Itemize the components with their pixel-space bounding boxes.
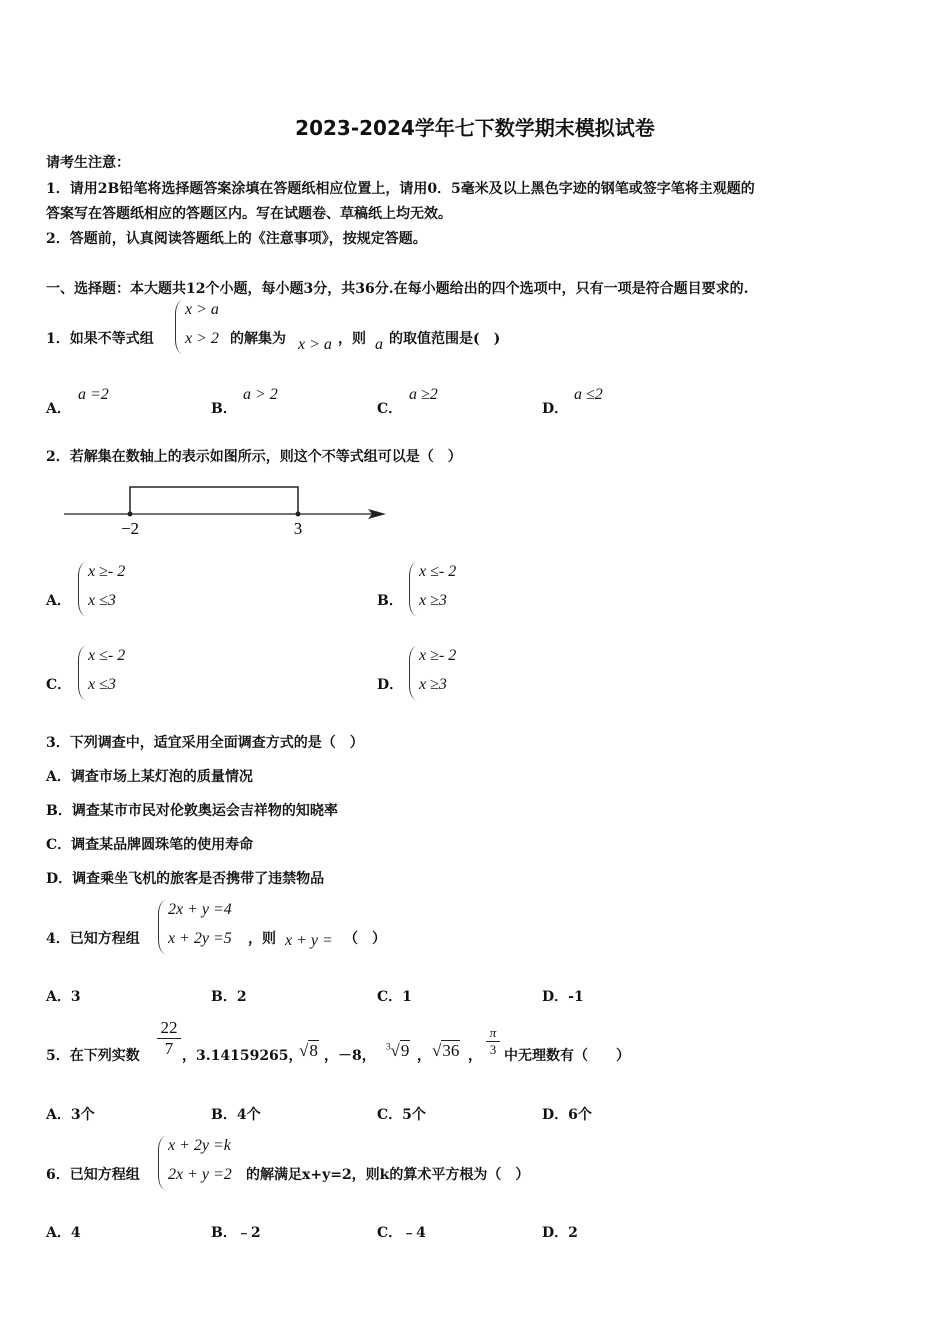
q2-d-line-2: x ≥3 [419, 676, 447, 693]
q1-option-a: a =2 [78, 386, 109, 403]
q6-suffix: 的解满足x+y=2，则k的算术平方根为（ ） [246, 1167, 530, 1183]
solution-interval [130, 487, 298, 514]
q5-text-1: ，3.14159265， [182, 1048, 303, 1064]
tick-label-right: 3 [293, 519, 303, 538]
brace-icon [158, 1136, 167, 1190]
q6-option-c: C．﹣4 [377, 1225, 426, 1241]
radical-icon: √ [299, 1041, 309, 1060]
q2-b-line-1: x ≤- 2 [419, 563, 457, 580]
q3-stem: 3．下列调查中，适宜采用全面调查方式的是（ ） [46, 735, 364, 751]
q5-sqrt-36-value: 36 [442, 1041, 460, 1060]
notice-line-2: 答案写在答题纸相应的答题区内。写在试题卷、草稿纸上均无效。 [46, 206, 452, 222]
q2-a-line-2: x ≤3 [88, 592, 116, 609]
q2-stem: 2．若解集在数轴上的表示如图所示，则这个不等式组可以是（ ） [46, 449, 462, 465]
q1-option-d-label: D． [542, 401, 569, 417]
q2-option-c [78, 646, 158, 702]
q5-text-3: ， [417, 1048, 431, 1064]
q6-prefix: 6．已知方程组 [46, 1167, 140, 1183]
q2-option-d-label: D． [377, 677, 404, 693]
q5-option-a: A．3个 [46, 1107, 95, 1123]
q6-option-a: A．4 [46, 1225, 81, 1241]
q4-option-b: B．2 [211, 989, 247, 1005]
brace-icon [78, 646, 87, 700]
q1-prefix: 1．如果不等式组 [46, 331, 154, 347]
q5-option-c: C．5个 [377, 1107, 426, 1123]
q2-c-line-1: x ≤- 2 [88, 647, 126, 664]
q3-option-c: C．调查某品牌圆珠笔的使用寿命 [46, 837, 254, 853]
q2-option-a [78, 562, 158, 618]
q5-text-2: ，－8， [324, 1048, 376, 1064]
q3-option-a: A．调查市场上某灯泡的质量情况 [46, 769, 253, 785]
q4-mid: ，则 [248, 931, 276, 947]
q6-sys-line-1: x + 2y =k [168, 1137, 231, 1154]
q1-sys-line-2: x > 2 [185, 330, 219, 347]
q6-sys-line-2: 2x + y =2 [168, 1166, 232, 1183]
q2-c-line-2: x ≤3 [88, 676, 116, 693]
q1-suffix: 的取值范围是( ) [389, 331, 501, 347]
q1-option-c-label: C． [377, 401, 403, 417]
brace-icon [409, 562, 418, 616]
tick-label-left: −2 [120, 519, 140, 538]
notice-line-3: 2．答题前，认真阅读答题纸上的《注意事项》，按规定答题。 [46, 231, 427, 247]
right-endpoint-dot [296, 512, 301, 517]
q1-mid: 的解集为 [230, 331, 286, 347]
q5-text-4: ， [468, 1048, 482, 1064]
q3-option-b: B．调查某市市民对伦敦奥运会吉祥物的知晓率 [46, 803, 338, 819]
q5-frac-den: 7 [164, 1039, 174, 1058]
q5-cbrt-9-value: 9 [400, 1041, 410, 1060]
q1-var: a [375, 336, 383, 353]
q2-b-line-2: x ≥3 [419, 592, 447, 609]
q5-prefix: 5．在下列实数 [46, 1048, 140, 1064]
q4-prefix: 4．已知方程组 [46, 931, 140, 947]
q2-option-b-label: B． [377, 593, 403, 609]
brace-icon [78, 562, 87, 616]
q5-pi-den: 3 [489, 1042, 497, 1057]
q2-option-c-label: C． [46, 677, 72, 693]
brace-icon [175, 300, 184, 354]
q1-mid2: ，则 [338, 331, 366, 347]
q4-expr: x + y = [285, 932, 333, 949]
q5-option-d: D．6个 [542, 1107, 592, 1123]
q1-option-b-label: B． [211, 401, 237, 417]
q4-option-a: A．3 [46, 989, 81, 1005]
radical-icon: √ [432, 1041, 442, 1060]
q1-sys-line-1: x > a [185, 301, 219, 318]
q2-a-line-1: x ≥- 2 [88, 563, 126, 580]
q4-system [158, 900, 253, 956]
notice-heading: 请考生注意： [46, 155, 130, 171]
q1-option-d: a ≤2 [574, 386, 603, 403]
q5-frac-num: 22 [160, 1018, 178, 1037]
q2-option-d [409, 646, 489, 702]
q5-option-b: B．4个 [211, 1107, 261, 1123]
q6-option-b: B．﹣2 [211, 1225, 261, 1241]
q1-system [175, 300, 235, 356]
q5-sqrt-8-value: 8 [309, 1041, 318, 1060]
q4-suffix: （ ） [344, 931, 386, 947]
q5-cbrt-index: 3 [386, 1041, 391, 1052]
q2-d-line-1: x ≥- 2 [419, 647, 457, 664]
section-heading: 一、选择题：本大题共12个小题，每小题3分，共36分.在每小题给出的四个选项中，只有一项是符合题目要求的. [46, 281, 749, 297]
number-line-figure [60, 478, 400, 540]
brace-icon [409, 646, 418, 700]
q5-sqrt-8 [299, 1041, 319, 1061]
q5-pi-num: π [489, 1025, 497, 1040]
brace-icon [158, 900, 167, 954]
q4-sys-line-2: x + 2y =5 [168, 930, 232, 947]
q1-option-b: a > 2 [243, 386, 278, 403]
q4-option-c: C．1 [377, 989, 412, 1005]
q3-option-d: D．调查乘坐飞机的旅客是否携带了违禁物品 [46, 871, 325, 887]
q5-fraction-pi-3 [486, 1025, 500, 1058]
left-endpoint-dot [128, 512, 133, 517]
q1-expr: x > a [298, 336, 332, 353]
q2-option-b [409, 562, 489, 618]
notice-line-1: 1．请用2B铅笔将选择题答案涂填在答题纸相应位置上，请用0．5毫米及以上黑色字迹的钢笔或签字笔将主观题的 [46, 181, 755, 197]
q4-option-d: D．-1 [542, 989, 584, 1005]
q5-suffix: 中无理数有（ ） [504, 1048, 630, 1064]
radical-icon: √ [390, 1041, 400, 1060]
q5-fraction-22-7 [157, 1018, 181, 1059]
q1-option-a-label: A． [46, 401, 71, 417]
q4-sys-line-1: 2x + y =4 [168, 901, 232, 918]
q6-option-d: D．2 [542, 1225, 578, 1241]
q1-option-c: a ≥2 [409, 386, 438, 403]
q5-sqrt-36 [432, 1041, 460, 1061]
q2-option-a-label: A． [46, 593, 71, 609]
q5-cbrt-9 [386, 1041, 410, 1061]
page-title: 2023-2024学年七下数学期末模拟试卷 [295, 116, 655, 140]
q6-system [158, 1136, 253, 1192]
